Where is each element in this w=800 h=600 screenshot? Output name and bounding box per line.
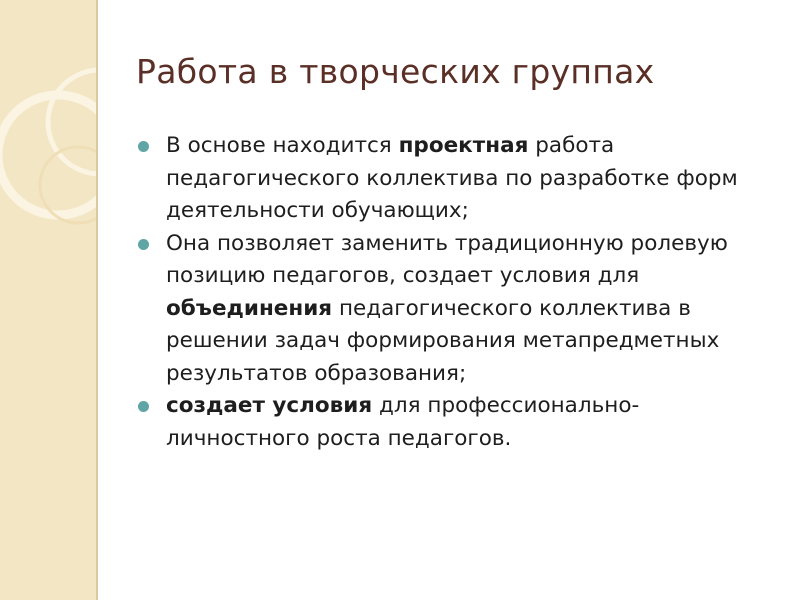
bullet-item <box>132 390 772 455</box>
bullet-emphasis: создает условия <box>166 393 373 418</box>
bullet-list <box>132 130 772 455</box>
bullet-emphasis: объединения <box>166 295 333 321</box>
bullet-item <box>132 130 772 228</box>
bullet-dot-icon <box>138 239 149 250</box>
bullet-text: для профессионально-личностного роста педагогов. <box>166 393 640 451</box>
decorative-side-band <box>0 0 96 600</box>
bullet-text: работа педагогического коллектива по разработке форм деятельности обучающих; <box>166 133 738 223</box>
side-band-edge <box>96 0 98 600</box>
bullet-item <box>132 228 772 391</box>
bullet-dot-icon <box>138 141 149 152</box>
bullet-emphasis: проектная <box>398 133 529 158</box>
bullet-text: Она позволяет заменить традиционную ролевую позицию педагогов, создает условия для <box>166 230 728 288</box>
bullet-text: В основе находится <box>166 133 399 158</box>
circle-ornament-icon <box>0 0 96 600</box>
bullet-dot-icon <box>138 401 149 412</box>
slide-title: Работа в творческих группах <box>136 52 655 91</box>
bullet-text: педагогического коллектива в решении задач формирования метапредметных результатов образования; <box>166 295 720 386</box>
